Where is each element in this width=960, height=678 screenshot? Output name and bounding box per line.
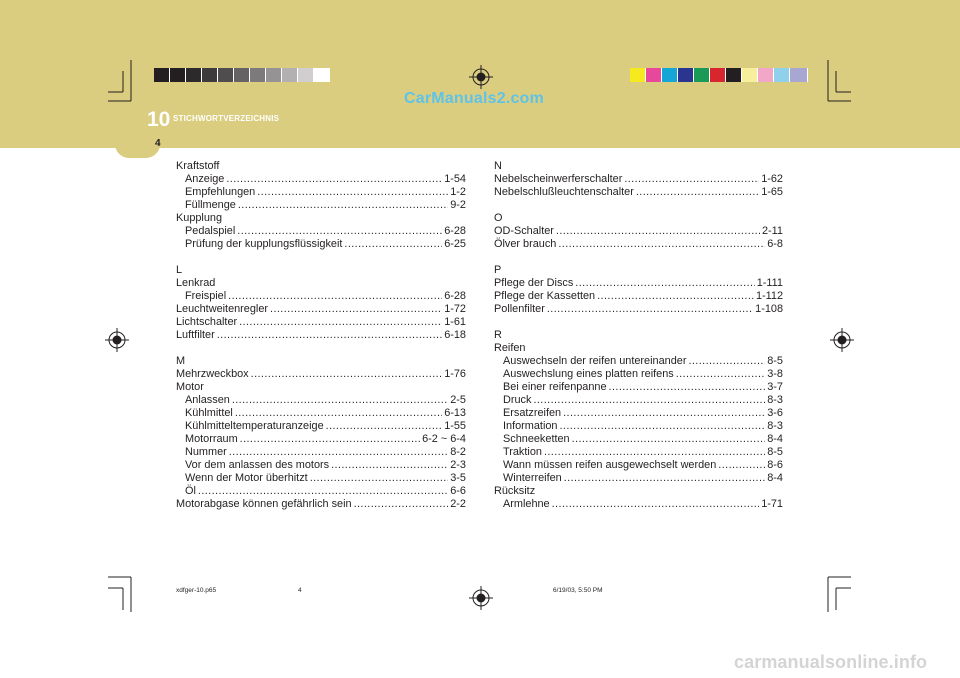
index-entry (176, 225, 466, 238)
index-entry-text: Pflege der Discs (494, 277, 574, 289)
index-entry-text: Nummer (185, 446, 227, 458)
index-entry-page: 8-5 (767, 446, 783, 458)
index-entry-page: 2-5 (450, 394, 466, 406)
index-entry (494, 290, 783, 303)
index-entry-text: Luftfilter (176, 329, 215, 341)
index-entry-page: 1-108 (755, 303, 783, 315)
index-entry (176, 420, 466, 433)
index-entry-text: Armlehne (503, 498, 550, 510)
index-entry (176, 186, 466, 199)
index-heading: M (176, 355, 186, 367)
index-entry-page: 1-112 (755, 290, 783, 302)
dot-leader (240, 433, 420, 446)
index-heading: L (176, 264, 183, 276)
index-entry-page: 6-8 (767, 238, 783, 250)
dot-leader (575, 277, 754, 290)
chapter-title: STICHWORTVERZEICHNIS (173, 114, 280, 123)
footer-timestamp: 6/19/03, 5:50 PM (553, 587, 603, 594)
registration-mark-icon (105, 328, 129, 352)
dot-leader (229, 446, 449, 459)
index-entry (494, 277, 783, 290)
index-entry-page: 8-4 (767, 472, 783, 484)
dot-leader (232, 394, 448, 407)
index-entry (176, 238, 466, 251)
index-entry (494, 381, 783, 394)
index-entry-text: Nebelscheinwerferschalter (494, 173, 623, 185)
chapter-number: 10 (147, 108, 171, 131)
dot-leader (624, 173, 759, 186)
index-entry-text: Anzeige (185, 173, 225, 185)
dot-leader (558, 238, 765, 251)
dot-leader (228, 290, 442, 303)
index-entry (176, 303, 466, 316)
index-entry (494, 420, 783, 433)
footer-file-name: xdfger-10.p65 (176, 587, 217, 594)
dot-leader (563, 407, 765, 420)
registration-mark-icon (469, 65, 493, 89)
dot-leader (676, 368, 766, 381)
index-entry-page: 6-25 (444, 238, 466, 250)
dot-leader (533, 394, 765, 407)
index-heading: O (494, 212, 503, 224)
index-entry-text: Freispiel (185, 290, 227, 302)
index-entry-page: 1-62 (761, 173, 783, 185)
index-entry-text: Auswechseln der reifen untereinander (503, 355, 687, 367)
index-spacer (494, 251, 783, 264)
index-entry-text: Information (503, 420, 558, 432)
index-entry-text: Nebelschlußleuchtenschalter (494, 186, 634, 198)
index-entry-text: Leuchtweitenregler (176, 303, 269, 315)
index-entry (494, 446, 783, 459)
index-entry-page: 6-18 (444, 329, 466, 341)
index-entry-page: 6-28 (444, 290, 466, 302)
index-entry (494, 498, 783, 511)
index-entry-page: 8-4 (767, 433, 783, 445)
index-entry-text: Anlassen (185, 394, 230, 406)
index-entry-page: 1-72 (444, 303, 466, 315)
index-entry-page: 1-76 (444, 368, 466, 380)
index-entry (494, 238, 783, 251)
index-entry-page: 1-111 (756, 277, 783, 289)
index-entry-text: Ölver brauch (494, 238, 557, 250)
dot-leader (609, 381, 766, 394)
index-entry-text: Kühlmitteltemperaturanzeige (185, 420, 324, 432)
index-entry-page: 2-3 (450, 459, 466, 471)
index-heading: Lenkrad (176, 277, 216, 289)
dot-leader (270, 303, 442, 316)
index-spacer (176, 251, 466, 264)
index-heading: Kupplung (176, 212, 223, 224)
index-entry-text: Mehrzweckbox (176, 368, 249, 380)
index-heading: N (494, 160, 502, 172)
index-entry-page: 3-7 (767, 381, 783, 393)
dot-leader (257, 186, 448, 199)
index-entry-page: 1-55 (444, 420, 466, 432)
index-entry (176, 316, 466, 329)
index-entry (494, 472, 783, 485)
index-entry (176, 394, 466, 407)
index-entry-page: 8-6 (767, 459, 783, 471)
index-entry (494, 355, 783, 368)
index-entry-text: Lichtschalter (176, 316, 238, 328)
index-heading: Kraftstoff (176, 160, 220, 172)
index-entry-text: Auswechslung eines platten reifens (503, 368, 674, 380)
watermark-bottom[interactable]: carmanualsonline.info (734, 652, 928, 672)
index-heading: Motor (176, 381, 204, 393)
index-heading: R (494, 329, 502, 341)
dot-leader (331, 459, 448, 472)
dot-leader (239, 316, 442, 329)
dot-leader (310, 472, 449, 485)
index-entry-page: 1-2 (450, 186, 466, 198)
index-entry-page: 2-11 (762, 225, 783, 237)
dot-leader (718, 459, 765, 472)
dot-leader (559, 420, 765, 433)
dot-leader (198, 485, 448, 498)
dot-leader (636, 186, 759, 199)
index-spacer (494, 199, 783, 212)
dot-leader (556, 225, 760, 238)
dot-leader (564, 472, 766, 485)
registration-mark-icon (830, 328, 854, 352)
index-entry-text: Pflege der Kassetten (494, 290, 596, 302)
index-entry (494, 186, 783, 199)
index-entry (176, 368, 466, 381)
index-column-right (494, 160, 783, 511)
index-entry-text: Traktion (503, 446, 542, 458)
index-entry (494, 173, 783, 186)
index-entry (494, 303, 783, 316)
index-entry-page: 3-6 (767, 407, 783, 419)
index-entry-text: Vor dem anlassen des motors (185, 459, 330, 471)
index-entry (176, 498, 466, 511)
index-entry-text: OD-Schalter (494, 225, 554, 237)
index-entry-page: 1-71 (761, 498, 783, 510)
index-entry-text: Bei einer reifenpanne (503, 381, 607, 393)
index-entry-page: 8-5 (767, 355, 783, 367)
index-entry-text: Motorraum (185, 433, 238, 445)
index-entry-page: 1-61 (444, 316, 466, 328)
dot-leader (547, 303, 753, 316)
index-entry-page: 9-2 (450, 199, 466, 211)
index-entry-text: Kühlmittel (185, 407, 233, 419)
dot-leader (238, 199, 448, 212)
dot-leader (544, 446, 765, 459)
dot-leader (226, 173, 442, 186)
watermark-top[interactable]: CarManuals2.com (404, 90, 544, 107)
index-entry-page: 8-3 (767, 420, 783, 432)
index-entry-page: 6-6 (450, 485, 466, 497)
index-entry-text: Empfehlungen (185, 186, 256, 198)
index-entry-page: 3-5 (450, 472, 466, 484)
index-entry (494, 459, 783, 472)
index-entry-text: Druck (503, 394, 532, 406)
dot-leader (354, 498, 449, 511)
index-entry-page: 6-28 (444, 225, 466, 237)
dot-leader (235, 407, 442, 420)
dot-leader (217, 329, 442, 342)
dot-leader (326, 420, 443, 433)
index-entry-page: 3-8 (767, 368, 783, 380)
index-entry (176, 459, 466, 472)
dot-leader (251, 368, 443, 381)
index-entry-page: 8-3 (767, 394, 783, 406)
index-heading: Rücksitz (494, 485, 536, 497)
index-entry (176, 290, 466, 303)
page-number: 4 (155, 138, 161, 149)
index-entry-text: Winterreifen (503, 472, 562, 484)
index-spacer (176, 342, 466, 355)
index-heading: Reifen (494, 342, 526, 354)
index-entry (176, 199, 466, 212)
index-entry (176, 446, 466, 459)
dot-leader (688, 355, 765, 368)
index-entry-text: Motorabgase können gefährlich sein (176, 498, 352, 510)
index-entry (176, 433, 466, 446)
index-entry-page: 2-2 (450, 498, 466, 510)
index-entry-page: 6-13 (444, 407, 466, 419)
footer-sheet-number: 4 (298, 587, 302, 594)
dot-leader (552, 498, 760, 511)
index-entry (494, 368, 783, 381)
index-entry (494, 433, 783, 446)
dot-leader (597, 290, 754, 303)
index-entry (494, 225, 783, 238)
index-entry-text: Öl (185, 485, 196, 497)
index-entry (176, 485, 466, 498)
index-entry (494, 407, 783, 420)
index-entry-text: Wann müssen reifen ausgewechselt werden (503, 459, 717, 471)
index-entry-page: 8-2 (450, 446, 466, 458)
index-entry-text: Pollenfilter (494, 303, 545, 315)
index-entry-text: Prüfung der kupplungsflüssigkeit (185, 238, 343, 250)
index-entry-page: 1-54 (444, 173, 466, 185)
index-entry (176, 329, 466, 342)
dot-leader (572, 433, 766, 446)
index-heading: P (494, 264, 502, 276)
index-entry (176, 472, 466, 485)
dot-leader (344, 238, 442, 251)
index-entry-text: Füllmenge (185, 199, 236, 211)
index-entry-text: Wenn der Motor überhitzt (185, 472, 308, 484)
index-entry (494, 394, 783, 407)
dot-leader (237, 225, 442, 238)
index-entry-page: 1-65 (761, 186, 783, 198)
index-entry-page: 6-2 ~ 6-4 (422, 433, 466, 445)
index-entry (176, 173, 466, 186)
index-entry-text: Schneeketten (503, 433, 570, 445)
index-spacer (494, 316, 783, 329)
index-entry (176, 407, 466, 420)
registration-mark-icon (469, 586, 493, 610)
index-column-left (176, 160, 466, 511)
index-entry-text: Ersatzreifen (503, 407, 562, 419)
index-entry-text: Pedalspiel (185, 225, 236, 237)
